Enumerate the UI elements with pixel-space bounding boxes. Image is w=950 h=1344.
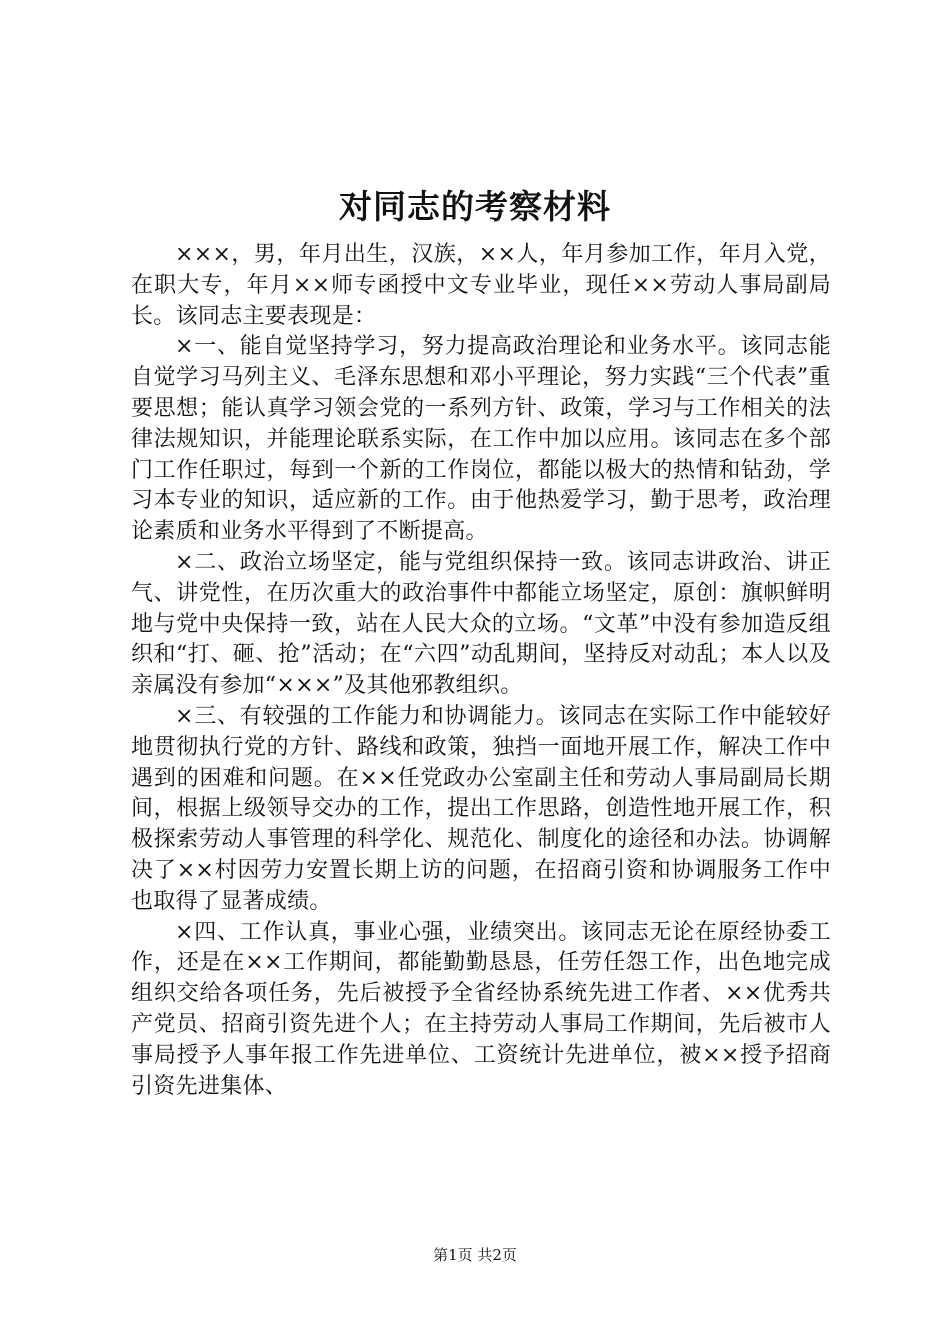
page-number-footer: 第1页 共2页	[433, 1246, 517, 1264]
paragraph-intro: ×××，男，年月出生，汉族，××人，年月参加工作，年月入党，在职大专，年月××师专函授中文专业毕业，现任××劳动人事局副局长。该同志主要表现是：	[131, 242, 831, 329]
paragraph-section-3: ×三、有较强的工作能力和协调能力。该同志在实际工作中能较好地贯彻执行党的方针、路线和政策，独挡一面地开展工作，解决工作中遇到的困难和问题。在××任党政办公室副主任和劳动人事局副局长期间，根据上级领导交办的工作，提出工作思路，创造性地开展工作，积极探索劳动人事管理的科学化、规范化、制度化的途径和办法。协调解决了××村因劳力安置长期上访的问题，在招商引资和协调服务工作中也取得了显著成绩。	[131, 703, 831, 914]
paragraph-section-4: ×四、工作认真，事业心强，业绩突出。该同志无论在原经协委工作，还是在××工作期间，都能勤勤恳恳，任劳任怨工作，出色地完成组织交给各项任务，先后被授予全省经协系统先进工作者、××优秀共产党员、招商引资先进个人；在主持劳动人事局工作期间，先后被市人事局授予人事年报工作先进单位、工资统计先进单位，被××授予招商引资先进集体、	[131, 919, 831, 1099]
document-title: 对同志的考察材料	[339, 187, 611, 226]
paragraph-section-1: ×一、能自觉坚持学习，努力提高政治理论和业务水平。该同志能自觉学习马列主义、毛泽东思想和邓小平理论，努力实践“三个代表”重要思想；能认真学习领会党的一系列方针、政策，学习与工作相关的法律法规知识，并能理论联系实际，在工作中加以应用。该同志在多个部门工作任职过，每到一个新的工作岗位，都能以极大的热情和钻劲，学习本专业的知识，适应新的工作。由于他热爱学习，勤于思考，政治理论素质和业务水平得到了不断提高。	[131, 334, 831, 545]
paragraph-section-2: ×二、政治立场坚定，能与党组织保持一致。该同志讲政治、讲正气、讲党性，在历次重大的政治事件中都能立场坚定，原创：旗帜鲜明地与党中央保持一致，站在人民大众的立场。“文革”中没有参加造反组织和“打、砸、抢”活动；在“六四”动乱期间，坚持反对动乱；本人以及亲属没有参加“×××”及其他邪教组织。	[131, 549, 831, 699]
document-body	[131, 240, 831, 1102]
